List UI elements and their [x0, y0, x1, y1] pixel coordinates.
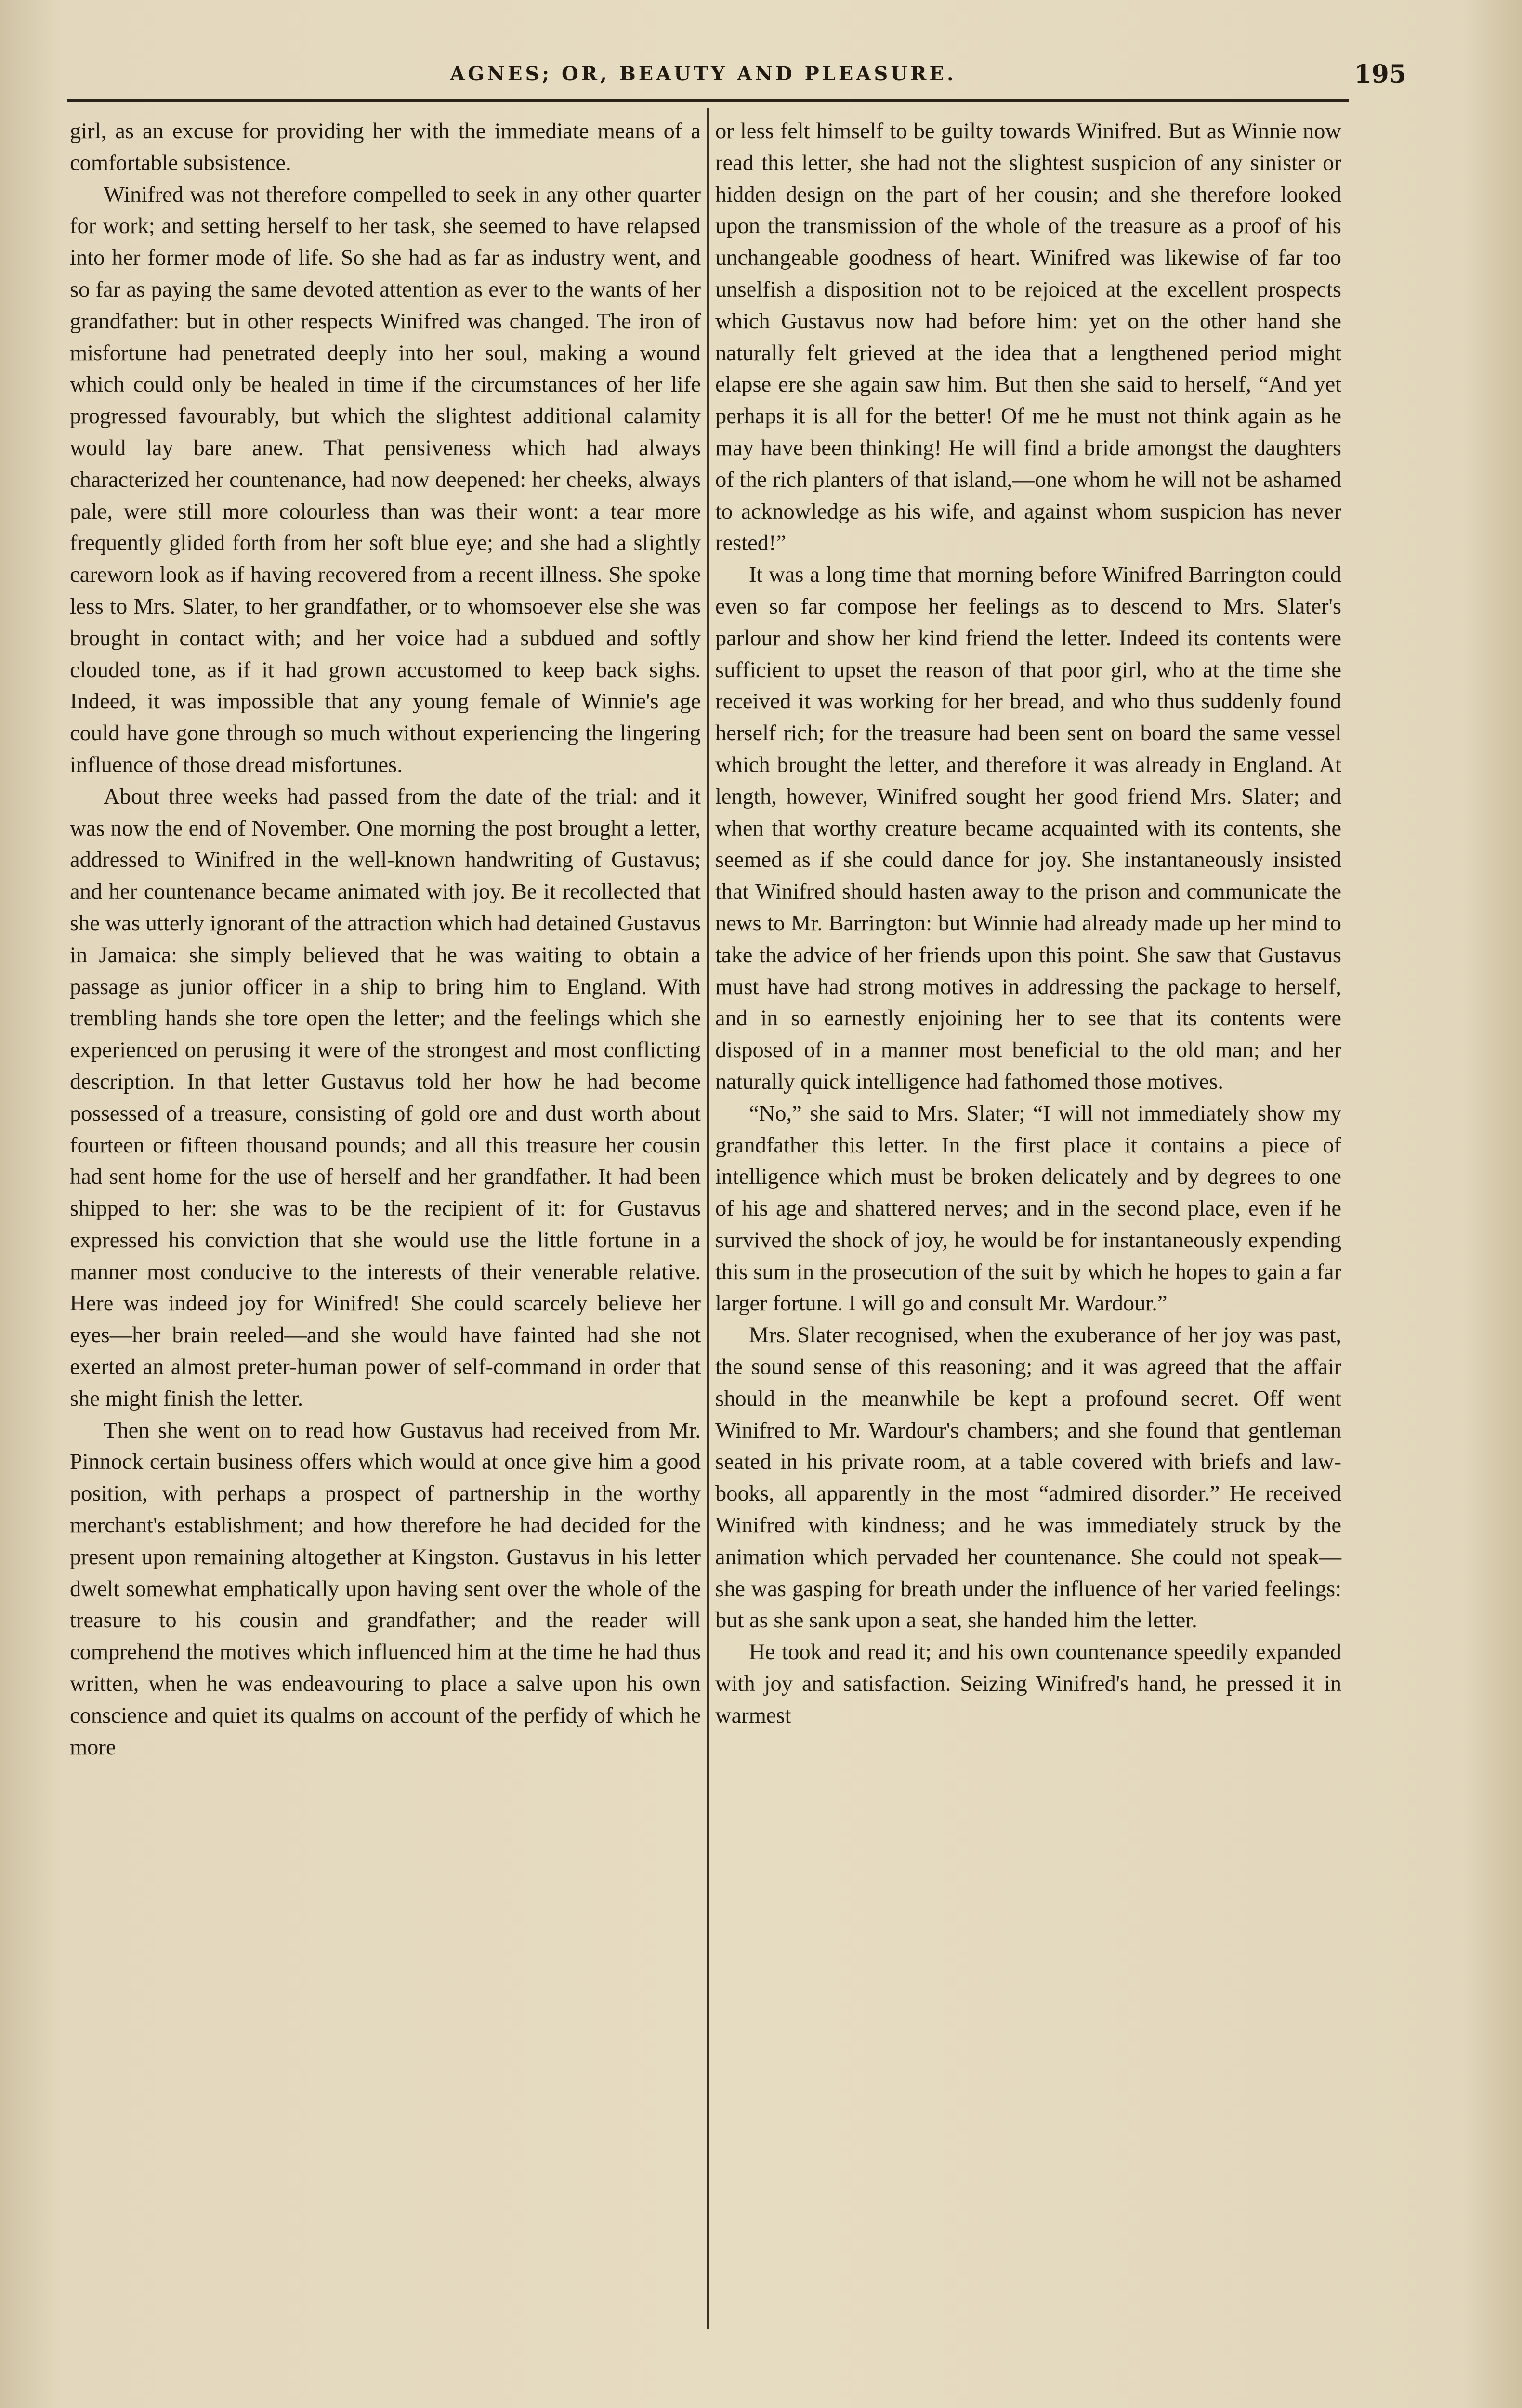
- paragraph: He took and read it; and his own countenance speedily expanded with joy and satisfaction. Seizing Winifred's hand, he pressed it in warmest: [715, 1640, 1341, 1728]
- column-divider: [707, 108, 709, 2329]
- running-head: [67, 60, 1406, 92]
- paragraph: It was a long time that morning before Winifred Barrington could even so far compose her feelings as to descend to Mrs. Slater's parlour and show her kind friend the letter. Indeed its contents were sufficient to upset the reason of that poor girl, who at the time she received it was working for her bread, and who thus suddenly found herself rich; for the treasure had been sent on board the same vessel which brought the letter, and therefore it was already in England. At length, however, Winifred sought her good friend Mrs. Slater; and when that worthy creature became acquainted with its contents, she seemed as if she could dance for joy. She instantaneously insisted that Winifred should hasten away to the prison and communicate the news to Mr. Barrington: but Winnie had already made up her mind to take the advice of her friends upon this point. She saw that Gustavus must have had strong motives in addressing the package to herself, and in so earnestly enjoining her to see that its contents were disposed of in a manner most beneficial to the old man; and her naturally quick intelligence had fathomed those motives.: [715, 563, 1341, 1094]
- paragraph: girl, as an excuse for providing her with the immediate means of a comfortable subsistence.: [70, 119, 701, 175]
- paragraph: Then she went on to read how Gustavus had received from Mr. Pinnock certain business offers which would at once give him a good position, with perhaps a prospect of partnership in the worthy merchant's establishment; and how therefore he had decided for the present upon remaining altogether at Kingston. Gustavus in his letter dwelt somewhat emphatically upon having sent over the whole of the treasure to his cousin and grandfather; and the reader will comprehend the motives which influenced him at the time he had thus written, when he was endeavouring to place a salve upon his own conscience and quiet its qualms on account of the perfidy of which he more: [70, 1418, 701, 1760]
- header-rule: [67, 99, 1349, 102]
- paragraph: Winifred was not therefore compelled to seek in any other quarter for work; and setting herself to her task, she seemed to have relapsed into her former mode of life. So she had as far as industry went, and so far as paying the same devoted attention as ever to the wants of her grandfather: but in other respects Winifred was changed. The iron of misfortune had penetrated deeply into her soul, making a wound which could only be healed in time if the circumstances of her life progressed favourably, but which the slightest additional calamity would lay bare anew. That pensiveness which had always characterized her countenance, had now deepened: her cheeks, always pale, were still more colourless than was their wont: a tear more frequently glided forth from her soft blue eye; and she had a slightly careworn look as if having recovered from a recent illness. She spoke less to Mrs. Slater, to her grandfather, or to whomsoever else she was brought in contact with; and her voice had a subdued and softly clouded tone, as if it had grown accustomed to keep back sighs. Indeed, it was impossible that any young female of Winnie's age could have gone through so much without experiencing the lingering influence of those dread misfortunes.: [70, 182, 701, 777]
- running-title: AGNES; OR, BEAUTY AND PLEASURE.: [450, 63, 957, 85]
- left-column: [70, 116, 701, 1763]
- page-number: 195: [1354, 60, 1406, 89]
- paragraph: “No,” she said to Mrs. Slater; “I will not immediately show my grandfather this letter. In the first place it contains a piece of intelligence which must be broken delicately and by degrees to one of his age and shattered nerves; and in the second place, even if he survived the shock of joy, he would be for instantaneously expending this sum in the prosecution of the suit by which he hopes to gain a far larger fortune. I will go and consult Mr. Wardour.”: [715, 1101, 1341, 1316]
- paragraph: Mrs. Slater recognised, when the exuberance of her joy was past, the sound sense of this reasoning; and it was agreed that the affair should in the meanwhile be kept a profound secret. Off went Winifred to Mr. Wardour's chambers; and she found that gentleman seated in his private room, at a table covered with briefs and law-books, all apparently in the most “admired disorder.” He received Winifred with kindness; and he was immediately struck by the animation which pervaded her countenance. She could not speak—she was gasping for breath under the influence of her varied feelings: but as she sank upon a seat, she handed him the letter.: [715, 1323, 1341, 1633]
- right-column: [715, 116, 1341, 1732]
- paragraph: or less felt himself to be guilty towards Winifred. But as Winnie now read this letter, she had not the slightest suspicion of any sinister or hidden design on the part of her cousin; and she therefore looked upon the transmission of the whole of the treasure as a proof of his unchangeable goodness of heart. Winifred was likewise of far too unselfish a disposition not to be rejoiced at the excellent prospects which Gustavus now had before him: yet on the other hand she naturally felt grieved at the idea that a lengthened period might elapse ere she again saw him. But then she said to herself, “And yet perhaps it is all for the better! Of me he must not think again as he may have been thinking! He will find a bride amongst the daughters of the rich planters of that island,—one whom he will not be ashamed to acknowledge as his wife, and against whom suspicion has never rested!”: [715, 119, 1341, 556]
- paragraph: About three weeks had passed from the date of the trial: and it was now the end of November. One morning the post brought a letter, addressed to Winifred in the well-known handwriting of Gustavus; and her countenance became animated with joy. Be it recollected that she was utterly ignorant of the attraction which had detained Gustavus in Jamaica: she simply believed that he was waiting to obtain a passage as junior officer in a ship to bring him to England. With trembling hands she tore open the letter; and the feelings which she experienced on perusing it were of the strongest and most conflicting description. In that letter Gustavus told her how he had become possessed of a treasure, consisting of gold ore and dust worth about fourteen or fifteen thousand pounds; and all this treasure her cousin had sent home for the use of herself and her grandfather. It had been shipped to her: she was to be the recipient of it: for Gustavus expressed his conviction that she would use the little fortune in a manner most conducive to the interests of their venerable relative. Here was indeed joy for Winifred! She could scarcely believe her eyes—her brain reeled—and she would have fainted had she not exerted an almost preter-human power of self-command in order that she might finish the letter.: [70, 784, 701, 1411]
